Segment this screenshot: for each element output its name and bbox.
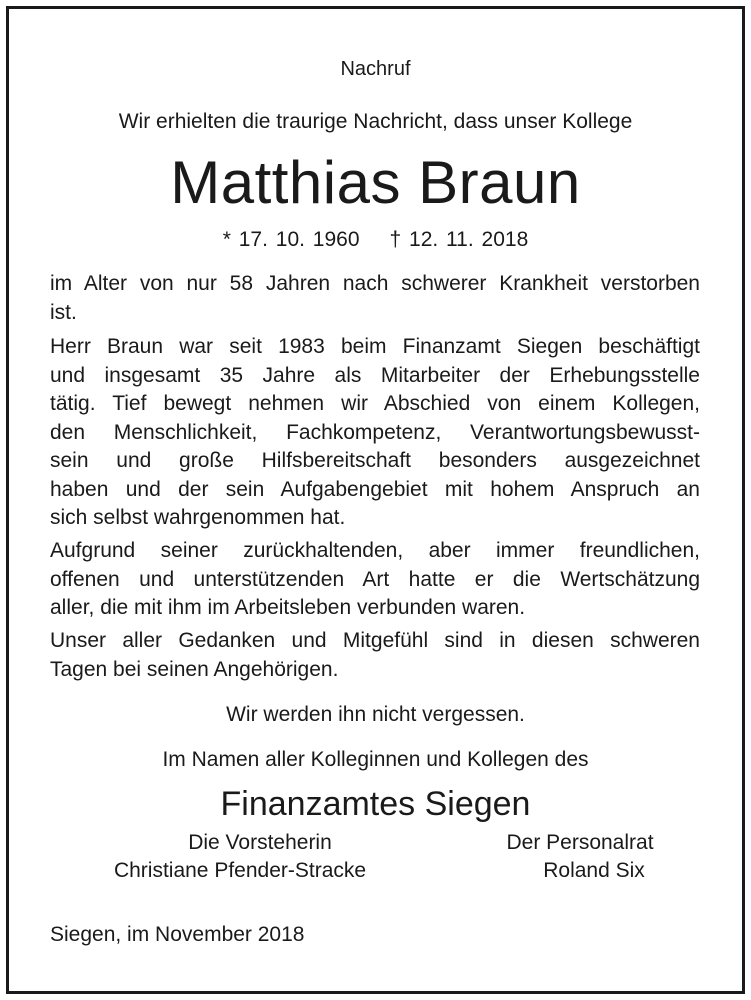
- paragraph-career: [50, 333, 700, 533]
- paragraph-line: tätig. Tief bewegt nehmen wir Abschied von einem Kollegen,: [50, 392, 700, 415]
- closing-line: Wir werden ihn nicht vergessen.: [226, 703, 525, 726]
- paragraph-line: sich selbst wahrgenommen hat.: [50, 506, 346, 529]
- paragraph-condolence: [50, 627, 700, 684]
- intro-text: Wir erhielten die traurige Nachricht, dass unser Kollege: [118, 110, 633, 133]
- paragraph-line: sein und große Hilfsbereitschaft besonders ausgezeichnet: [50, 449, 700, 472]
- paragraph-line: Tagen bei seinen Angehörigen.: [50, 657, 339, 681]
- on-behalf-line: Im Namen aller Kolleginnen und Kollegen des: [162, 748, 589, 771]
- paragraph-line: Aufgrund seiner zurückhaltenden, aber immer freundlichen,: [50, 539, 700, 562]
- paragraph-line: Unser aller Gedanken und Mitgefühl sind in diesen schweren: [50, 629, 700, 652]
- paragraph-line: im Alter von nur 58 Jahren nach schwerer Krankheit verstorben: [50, 272, 700, 295]
- paragraph-line: haben und der sein Aufgabengebiet mit hohem Anspruch an: [50, 477, 700, 501]
- signatory-name-right: Roland Six: [543, 859, 645, 882]
- paragraph-line: und insgesamt 35 Jahre als Mitarbeiter der Erhebungsstelle: [50, 363, 700, 387]
- paragraph-line: ist.: [50, 300, 77, 324]
- paragraph-line: offenen und unterstützenden Art hatte er die Wertschätzung: [50, 567, 700, 591]
- signatory-role-right: Der Personalrat: [506, 831, 654, 854]
- paragraph-character: [50, 537, 700, 623]
- paragraph-line: den Menschlichkeit, Fachkompetenz, Verantwortungsbewusst-: [50, 420, 700, 444]
- signatory-name-left: Christiane Pfender-Stracke: [113, 859, 367, 882]
- paragraph-age: [50, 270, 700, 327]
- notice-heading: Nachruf: [340, 58, 411, 80]
- death-date: † 12. 11. 2018: [389, 228, 529, 251]
- birth-date: * 17. 10. 1960: [222, 228, 360, 251]
- organization-name: Finanzamtes Siegen: [220, 785, 531, 823]
- deceased-name: Matthias Braun: [170, 149, 581, 216]
- paragraph-line: Herr Braun war seit 1983 beim Finanzamt Siegen beschäftigt: [50, 335, 700, 358]
- signatory-role-left: Die Vorsteherin: [188, 831, 332, 854]
- place-date: Siegen, im November 2018: [50, 923, 305, 946]
- paragraph-line: aller, die mit ihm im Arbeitsleben verbunden waren.: [50, 596, 526, 619]
- life-dates: [0, 228, 751, 252]
